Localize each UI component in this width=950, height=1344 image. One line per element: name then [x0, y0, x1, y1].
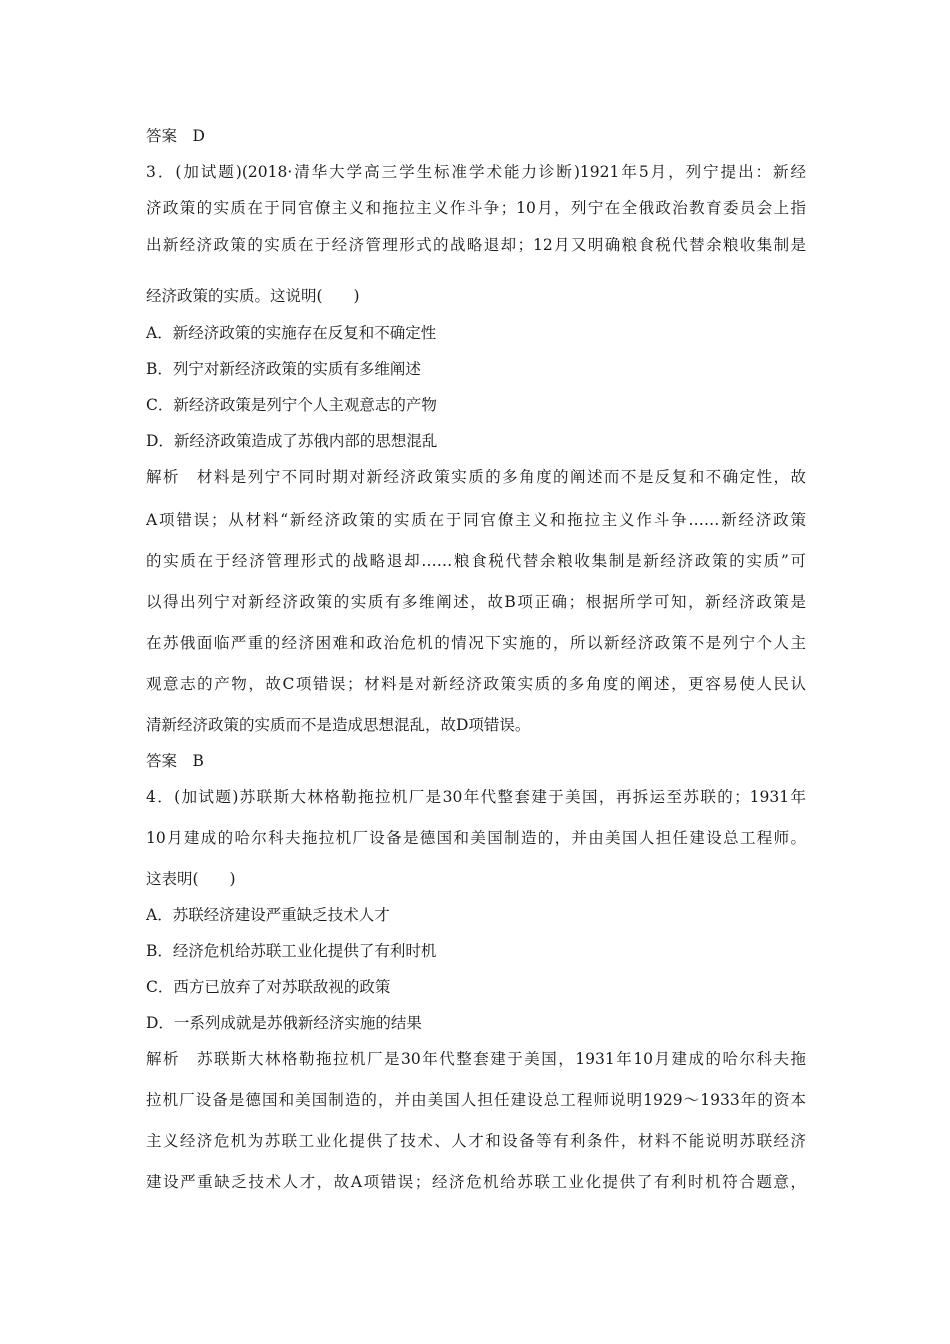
question-4-option-c: C．西方已放弃了对苏联敌视的政策 [146, 978, 391, 996]
question-3-stem-line-2: 济政策的实质在于同官僚主义和拖拉主义作斗争；10月，列宁在全俄政治教育委员会上指 [146, 199, 806, 217]
question-3-option-b: B．列宁对新经济政策的实质有多维阐述 [146, 360, 421, 378]
question-4-option-d: D．一系列成就是苏俄新经济实施的结果 [146, 1014, 422, 1032]
question-3-answer: 答案 B [146, 752, 204, 770]
question-3-analysis-line-7: 清新经济政策的实质而不是造成思想混乱，故D项错误。 [146, 716, 531, 734]
question-3-stem-line-3: 出新经济政策的实质在于经济管理形式的战略退却；12月又明确粮食税代替余粮收集制是 [146, 236, 806, 254]
question-4-stem-line-2: 10月建成的哈尔科夫拖拉机厂设备是德国和美国制造的，并由美国人担任建设总工程师。 [146, 829, 806, 847]
question-3-option-c: C．新经济政策是列宁个人主观意志的产物 [146, 396, 437, 414]
question-3-stem-line-1: 3．(加试题)(2018·清华大学高三学生标准学术能力诊断)1921年5月，列宁提出：新经 [146, 163, 806, 181]
question-4-stem-line-3: 这表明( ) [146, 870, 236, 888]
question-3-option-d: D．新经济政策造成了苏俄内部的思想混乱 [146, 432, 438, 450]
question-4-analysis-line-4: 建设严重缺乏技术人才，故A项错误；经济危机给苏联工业化提供了有利时机符合题意， [146, 1173, 806, 1191]
question-4-option-b: B．经济危机给苏联工业化提供了有利时机 [146, 942, 437, 960]
question-3-analysis-line-3: 的实质在于经济管理形式的战略退却……粮食税代替余粮收集制是新经济政策的实质”可 [146, 552, 806, 570]
question-4-option-a: A．苏联经济建设严重缺乏技术人才 [146, 906, 390, 924]
question-4-analysis-line-3: 主义经济危机为苏联工业化提供了技术、人才和设备等有利条件，材料不能说明苏联经济 [146, 1132, 806, 1150]
question-4-stem-line-1: 4．(加试题)苏联斯大林格勒拖拉机厂是30年代整套建于美国，再拆运至苏联的；1931年 [146, 788, 806, 806]
question-4-analysis-line-1: 解析 苏联斯大林格勒拖拉机厂是30年代整套建于美国，1931年10月建成的哈尔科夫拖 [146, 1050, 806, 1068]
question-4-analysis-line-2: 拉机厂设备是德国和美国制造的，并由美国人担任建设总工程师说明1929～1933年的资本 [146, 1091, 806, 1109]
question-3-analysis-line-4: 以得出列宁对新经济政策的实质有多维阐述，故B项正确；根据所学可知，新经济政策是 [146, 593, 806, 611]
answer-line-2: 答案 D [146, 127, 205, 145]
question-3-analysis-line-6: 观意志的产物，故C项错误；材料是对新经济政策实质的多角度的阐述，更容易使人民认 [146, 675, 806, 693]
question-3-analysis-line-1: 解析 材料是列宁不同时期对新经济政策实质的多角度的阐述而不是反复和不确定性，故 [146, 468, 806, 486]
question-3-option-a: A．新经济政策的实施存在反复和不确定性 [146, 324, 437, 342]
question-3-stem-line-4: 经济政策的实质。这说明( ) [146, 287, 360, 305]
question-3-analysis-line-5: 在苏俄面临严重的经济困难和政治危机的情况下实施的，所以新经济政策不是列宁个人主 [146, 634, 806, 652]
question-3-analysis-line-2: A项错误；从材料“新经济政策的实质在于同官僚主义和拖拉主义作斗争……新经济政策 [146, 511, 806, 529]
